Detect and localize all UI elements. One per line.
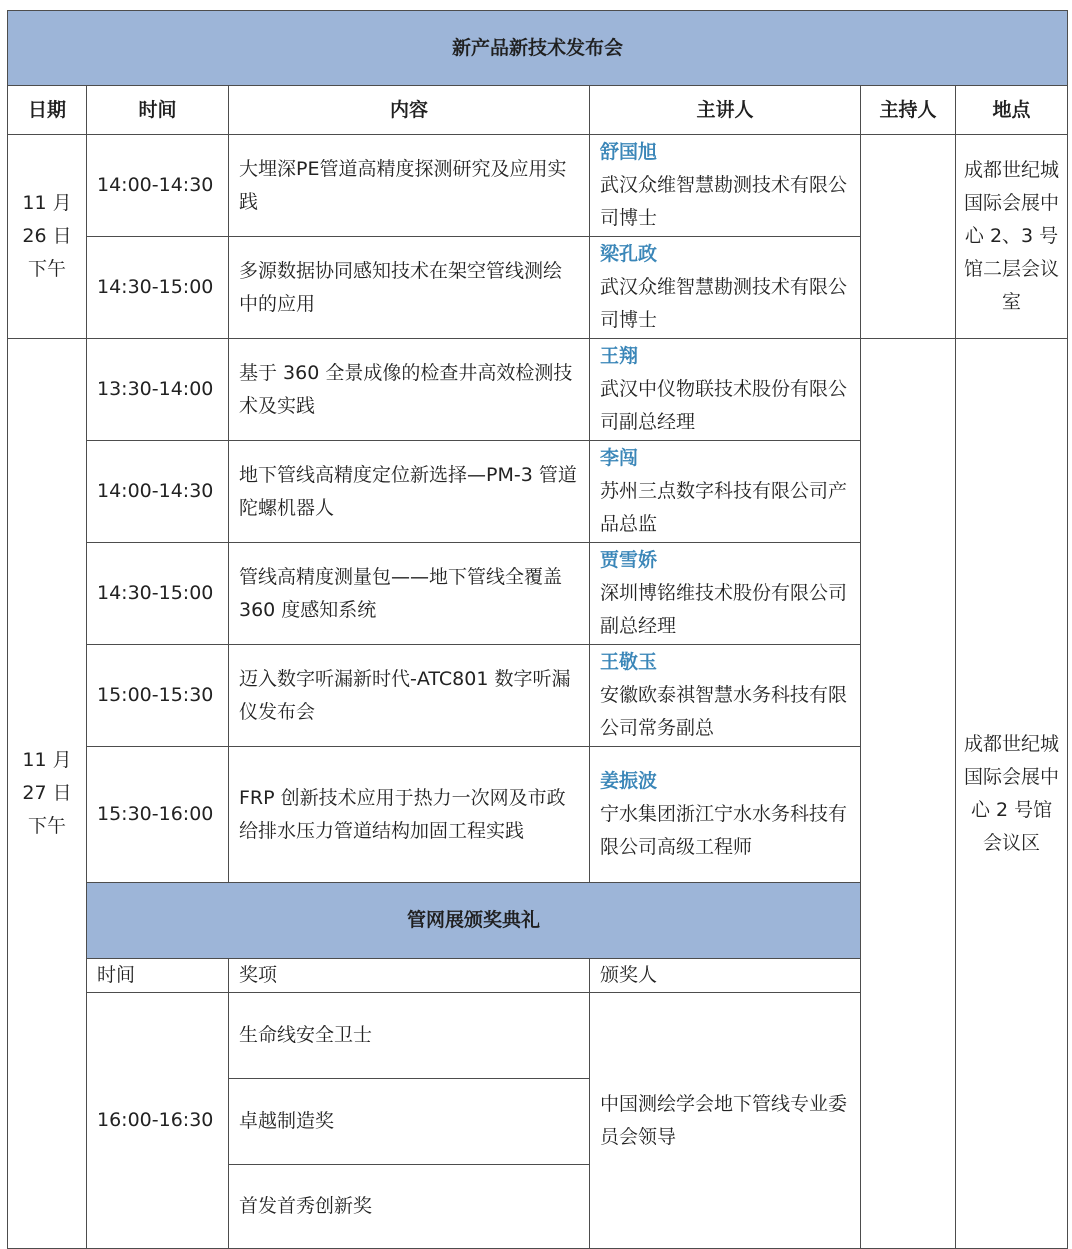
header-speaker: 主讲人 <box>590 86 861 135</box>
ceremony-time-cell: 16:00-16:30 <box>87 993 229 1249</box>
time-cell: 13:30-14:00 <box>87 339 229 441</box>
header-location: 地点 <box>956 86 1068 135</box>
ceremony-header-presenter: 颁奖人 <box>590 959 861 993</box>
speaker-org: 苏州三点数字科技有限公司产品总监 <box>600 480 848 535</box>
speaker-name: 王敬玉 <box>600 651 658 673</box>
content-cell: FRP 创新技术应用于热力一次网及市政给排水压力管道结构加固工程实践 <box>229 747 590 883</box>
header-content: 内容 <box>229 86 590 135</box>
speaker-cell <box>590 135 861 237</box>
date-cell-day1: 11 月 26 日 下午 <box>8 135 87 339</box>
speaker-org: 深圳博铭维技术股份有限公司副总经理 <box>600 582 848 637</box>
header-date: 日期 <box>8 86 87 135</box>
speaker-cell <box>590 645 861 747</box>
content-cell: 迈入数字听漏新时代-ATC801 数字听漏仪发布会 <box>229 645 590 747</box>
time-cell: 14:00-14:30 <box>87 135 229 237</box>
time-cell: 15:30-16:00 <box>87 747 229 883</box>
content-cell: 多源数据协同感知技术在架空管线测绘中的应用 <box>229 237 590 339</box>
time-cell: 14:00-14:30 <box>87 441 229 543</box>
award-cell: 生命线安全卫士 <box>229 993 590 1079</box>
speaker-name: 李闯 <box>600 447 639 469</box>
speaker-org: 武汉众维智慧勘测技术有限公司博士 <box>600 174 848 229</box>
content-cell: 基于 360 全景成像的检查井高效检测技术及实践 <box>229 339 590 441</box>
speaker-name: 姜振波 <box>600 770 658 792</box>
table-row <box>8 339 1068 441</box>
ceremony-title: 管网展颁奖典礼 <box>87 883 861 959</box>
award-cell: 卓越制造奖 <box>229 1079 590 1165</box>
speaker-name: 贾雪娇 <box>600 549 658 571</box>
speaker-name: 舒国旭 <box>600 141 658 163</box>
content-cell: 大埋深PE管道高精度探测研究及应用实践 <box>229 135 590 237</box>
date-cell-day2: 11 月 27 日 下午 <box>8 339 87 1249</box>
speaker-org: 安徽欧泰祺智慧水务科技有限公司常务副总 <box>600 684 848 739</box>
speaker-cell <box>590 441 861 543</box>
presenter-cell: 中国测绘学会地下管线专业委员会领导 <box>590 993 861 1249</box>
ceremony-header-time: 时间 <box>87 959 229 993</box>
speaker-cell <box>590 339 861 441</box>
table-row <box>8 135 1068 237</box>
speaker-name: 王翔 <box>600 345 639 367</box>
speaker-org: 武汉众维智慧勘测技术有限公司博士 <box>600 276 848 331</box>
speaker-cell <box>590 237 861 339</box>
speaker-name: 梁孔政 <box>600 243 658 265</box>
location-cell-day1: 成都世纪城国际会展中心 2、3 号馆二层会议室 <box>956 135 1068 339</box>
schedule-table <box>7 10 1068 1249</box>
host-cell-day2 <box>861 339 956 1249</box>
time-cell: 14:30-15:00 <box>87 237 229 339</box>
speaker-org: 宁水集团浙江宁水水务科技有限公司高级工程师 <box>600 803 848 858</box>
speaker-cell <box>590 543 861 645</box>
page-title: 新产品新技术发布会 <box>8 11 1068 86</box>
ceremony-header-award: 奖项 <box>229 959 590 993</box>
speaker-org: 武汉中仪物联技术股份有限公司副总经理 <box>600 378 848 433</box>
host-cell-day1 <box>861 135 956 339</box>
header-host: 主持人 <box>861 86 956 135</box>
location-cell-day2: 成都世纪城国际会展中心 2 号馆会议区 <box>956 339 1068 1249</box>
speaker-cell <box>590 747 861 883</box>
content-cell: 地下管线高精度定位新选择—PM-3 管道陀螺机器人 <box>229 441 590 543</box>
content-cell: 管线高精度测量包——地下管线全覆盖 360 度感知系统 <box>229 543 590 645</box>
award-cell: 首发首秀创新奖 <box>229 1165 590 1249</box>
time-cell: 15:00-15:30 <box>87 645 229 747</box>
header-time: 时间 <box>87 86 229 135</box>
time-cell: 14:30-15:00 <box>87 543 229 645</box>
